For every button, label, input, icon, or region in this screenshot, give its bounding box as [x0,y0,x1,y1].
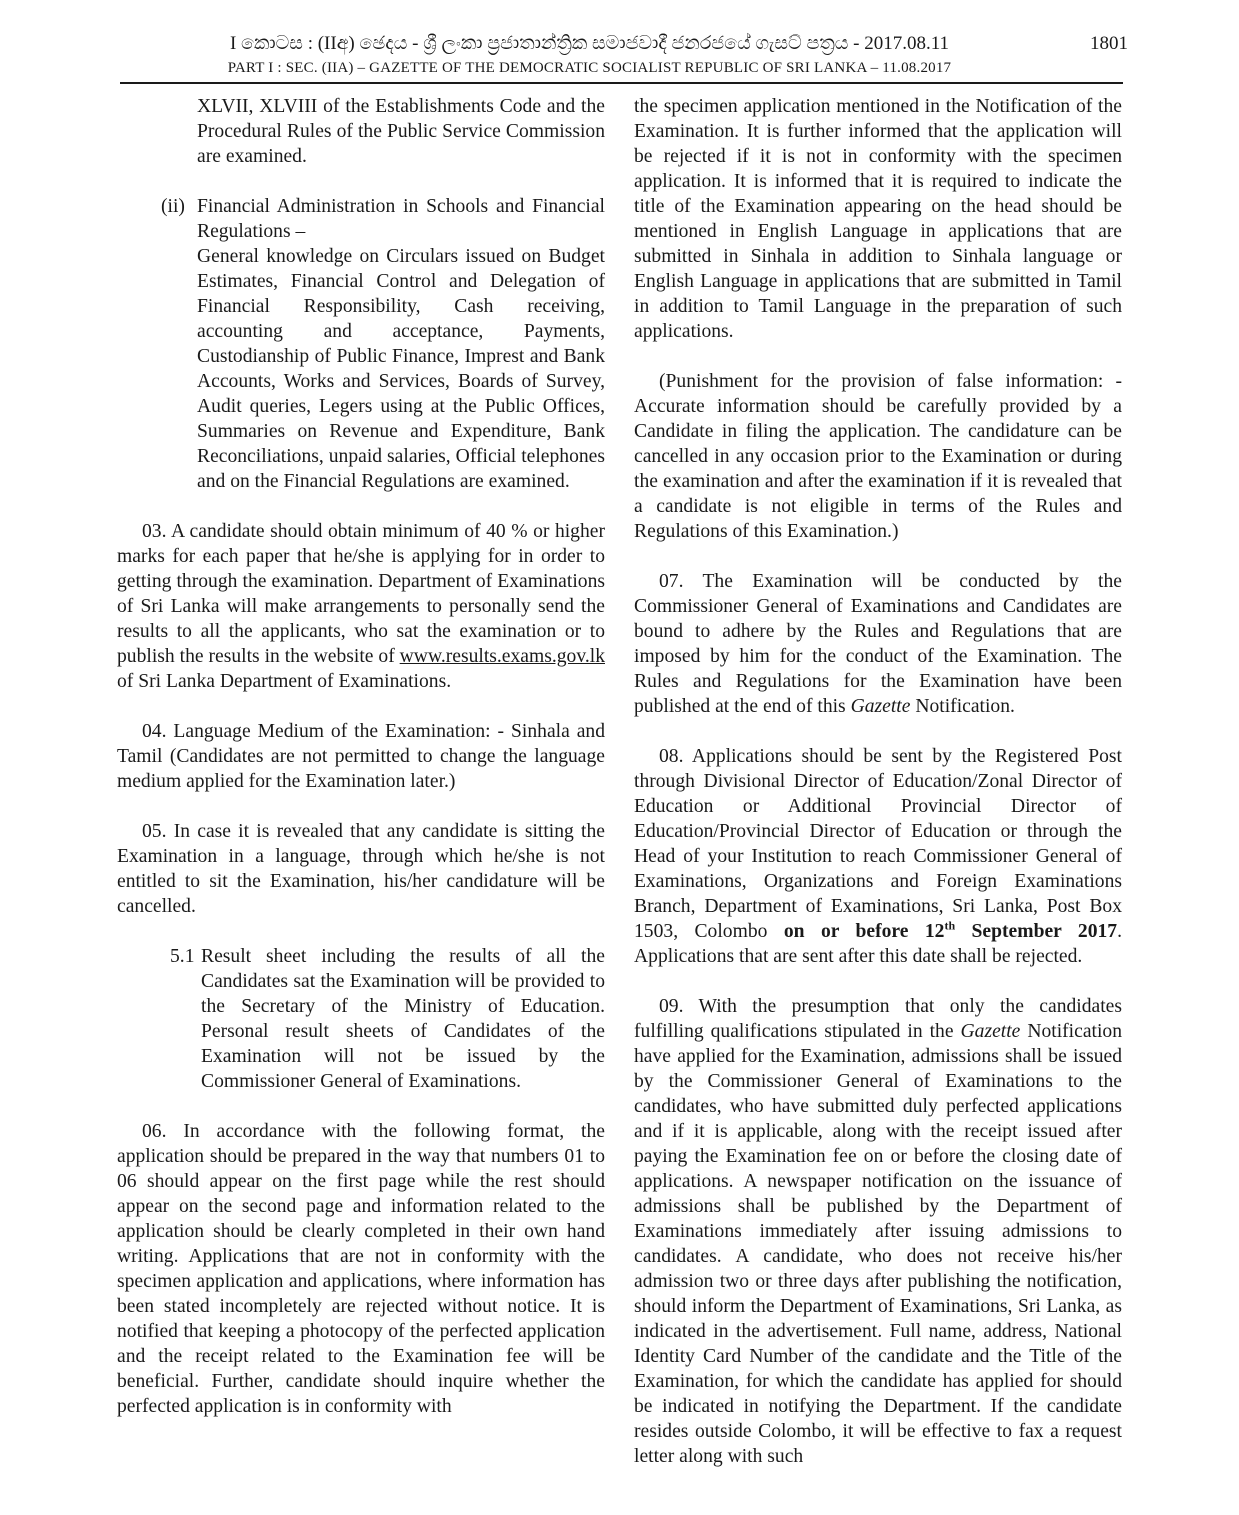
closing-date-part: September 2017 [955,921,1118,942]
paragraph-text: 03. A candidate should obtain minimum of 40 % or higher marks for each paper that he/she is applying for in order to getting through the examination. Department of Examinations of Sri Lanka will make arrangements to personally send the results to all the applicants, who sat the examination or to publish the results in the website of [117,521,605,667]
closing-date-part: on or before 12 [783,921,945,942]
item-description: General knowledge on Circulars issued on Budget Estimates, Financial Control and Delegation of Financial Responsibility, Cash receiving, accounting and acceptance, Payments, Custodianship of Public Finance, Imprest and Bank Accounts, Works and Services, Boards of Survey, Audit queries, Legers using at the Public Offices, Summaries on Revenue and Expenditure, Bank Reconciliations, unpaid salaries, Official telephones and on the Financial Regulations are examined. [197,246,605,492]
ordinal-suffix: th [944,918,956,933]
paragraph-08 [634,744,1122,969]
paragraph-text: of Sri Lanka Department of Examinations. [117,671,452,692]
page-number: 1801 [1090,33,1128,54]
continued-text-left: XLVII, XLVIII of the Establishments Code and the Procedural Rules of the Public Service Commission are examined. [197,96,605,167]
item-description: Result sheet including the results of all the Candidates sat the Examination will be provided to the Secretary of the Ministry of Education. Personal result sheets of Candidates of the Examination will not be issued by the Commissioner General of Examinations. [201,946,605,1092]
item-ii [117,194,605,494]
gazette-italic: Gazette [850,696,911,717]
paragraph-text: 07. The Examination will be conducted by the Commissioner General of Examinations and Candidates are bound to adhere by the Rules and Regulations that are imposed by him for the conduct of the Examination. The Rules and Regulations for the Examination have been published at the end of this [634,571,1122,717]
paragraph-text: 08. Applications should be sent by the Registered Post through Divisional Director of Education/Zonal Director of Education or Additional Provincial Director of Education/Provincial Director of Education or through the Head of your Institution to reach Commissioner General of Examinations, Organizations and Foreign Examinations Branch, Department of Examinations, Sri Lanka, Post Box 1503, Colombo [634,746,1122,942]
paragraph-05: 05. In case it is revealed that any candidate is sitting the Examination in a language, through which he/she is not entitled to sit the Examination, his/her candidature will be cancelled. [117,821,605,917]
item-5-1 [117,944,605,1094]
paragraph-04: 04. Language Medium of the Examination: - Sinhala and Tamil (Candidates are not permitted to change the language medium applied for the Examination later.) [117,721,605,792]
punishment-note: (Punishment for the provision of false information: - Accurate information should be carefully provided by a Candidate in filing the application. The candidature can be cancelled in any occasion prior to the Examination or during the examination and after the examination if it is revealed that a candidate is not eligible in terms of the Rules and Regulations of this Examination.) [634,371,1122,542]
left-column [117,94,605,1419]
header-english-title: PART I : SEC. (IIA) – GAZETTE OF THE DEMOCRATIC SOCIALIST REPUBLIC OF SRI LANKA – 11.08.2017 [227,60,952,76]
paragraph-09 [634,994,1122,1469]
paragraph-text: 09. With the presumption that only the candidates fulfilling qualifications stipulated in the [634,996,1122,1042]
paragraph-text: Notification. [910,696,1015,717]
paragraph-text: Notification have applied for the Examination, admissions shall be issued by the Commissioner General of Examinations to the candidates, who have submitted duly perfected applications and if it is applicable, along with the receipt issued after paying the Examination fee on or before the closing date of applications. A newspaper notification on the issuance of admissions shall be published by the Department of Examinations immediately after issuing admissions to candidates. A candidate, who does not receive his/her admission two or three days after publishing the notification, should inform the Department of Examinations, Sri Lanka, as indicated in the advertisement. Full name, address, National Identity Card Number of the candidate and the Title of the Examination, for which the candidate has applied for should be indicated in notifying the Department. If the candidate resides outside Colombo, it will be effective to fax a request letter along with such [634,1021,1123,1467]
item-label: 5.1 [170,946,195,967]
closing-date [783,918,1118,942]
item-body [201,944,605,1094]
header-divider [120,82,1123,84]
header-sinhala-title: I කොටස : (IIඅ) ඡෙදය - ශ්‍රී ලංකා ප්‍රජාතාන්ත්‍රික සමාජවාදී ජනරජයේ ගැසට් පත්‍රය - 2017.08.11 [229,33,950,54]
gazette-italic: Gazette [960,1021,1021,1042]
paragraph-text: . Applications that are sent after this date shall be rejected. [634,921,1122,967]
paragraph-06: 06. In accordance with the following format, the application should be prepared in the way that numbers 01 to 06 should appear on the first page while the rest should appear on the second page and information related to the application should be clearly completed in their own hand writing. Applications that are not in conformity with the specimen application and applications, where information has been stated incompletely are rejected without notice. It is notified that keeping a photocopy of the perfected application and the receipt related to the Examination fee will be beneficial. Further, candidate should inquire whether the perfected application is in conformity with [117,1121,605,1417]
page-header [122,32,1128,84]
item-label: (ii) [161,196,185,217]
continued-text-right: the specimen application mentioned in the Notification of the Examination. It is further informed that the application will be rejected if it is not in conformity with the specimen application. It is informed that it is required to indicate the title of the Examination appearing on the head should be mentioned in English Language in applications that are submitted in Sinhala in addition to Sinhala language or English Language in applications that are submitted in Tamil in addition to Tamil Language in the preparation of such applications. [634,96,1122,342]
paragraph-03 [117,519,605,694]
paragraph-07 [634,569,1122,719]
results-website-link[interactable]: www.results.exams.gov.lk [399,646,605,667]
right-column [634,94,1122,1469]
item-body [197,194,605,494]
item-title: Financial Administration in Schools and Financial Regulations – [197,196,605,242]
